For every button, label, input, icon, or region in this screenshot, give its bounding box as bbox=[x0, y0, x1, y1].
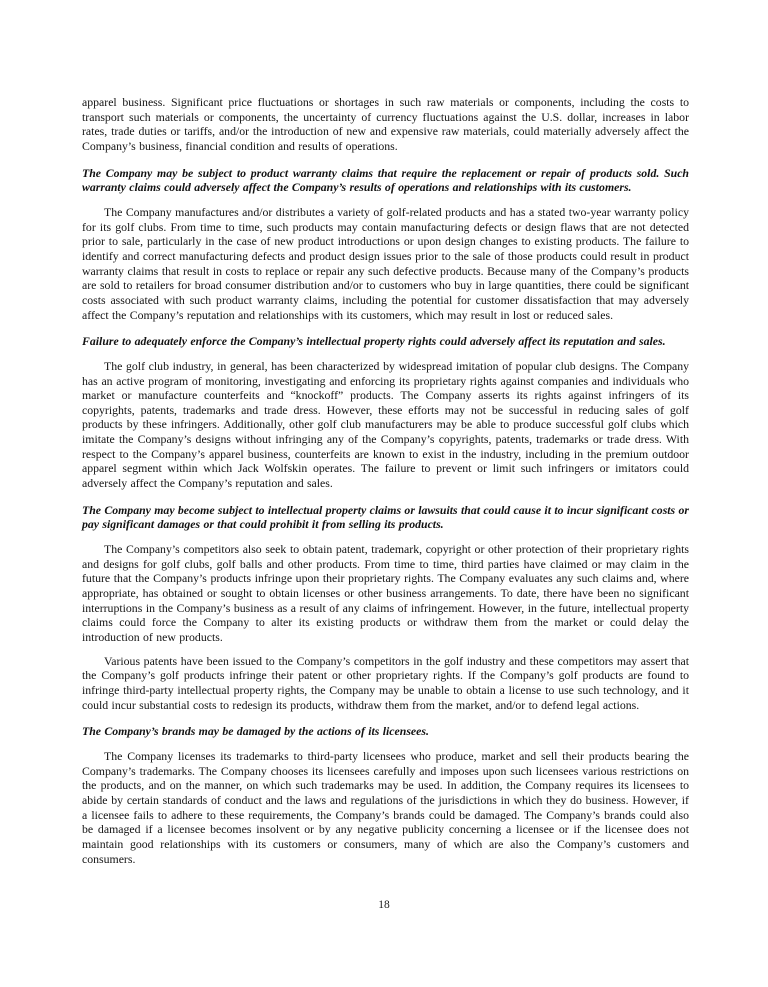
heading-product-warranty-claims: The Company may be subject to product warranty claims that require the replacement or repair of products sold. Such warranty claims could adversely affect the Company’s results of operations and relationships with its customers. bbox=[82, 165, 689, 195]
page-number: 18 bbox=[378, 899, 390, 911]
paragraph-warranty-policy: The Company manufactures and/or distributes a variety of golf-related products and has a stated two-year warranty policy for its golf clubs. From time to time, such products may contain manufacturing defects or design flaws that are not detected prior to sale, particularly in the case of new product introductions or upon design changes to existing products. The failure to identify and correct manufacturing defects and product design issues prior to the sale of those products could result in product warranty claims that result in costs to replace or repair any such defective products. Because many of the Company’s products are sold to retailers for broad consumer distribution and/or to customers who buy in large quantities, there could be significant costs associated with such product warranty claims, including the potential for customer dissatisfaction that may adversely affect the Company’s reputation and relationships with its customers, which may result in lost or reduced sales. bbox=[82, 204, 689, 322]
paragraph-competitors-protection: The Company’s competitors also seek to obtain patent, trademark, copyright or other protection of their proprietary rights and designs for golf clubs, golf balls and other products. From time to time, third parties have claimed or may claim in the future that the Company’s products infringe upon their proprietary rights. The Company evaluates any such claims and, where appropriate, has obtained or sought to obtain licenses or other business arrangements. To date, there have been no significant interruptions in the Company’s business as a result of any claims of infringement. However, in the future, intellectual property claims could force the Company to alter its existing products or withdraw them from the market or could delay the introduction of new products. bbox=[82, 542, 689, 644]
paragraph-raw-materials-continuation: apparel business. Significant price fluctuations or shortages in such raw materials or components, including the costs to transport such materials or components, the uncertainty of currency fluctuations against the U.S. dollar, increases in labor rates, trade duties or tariffs, and/or the introduction of new and expensive raw materials, could materially adversely affect the Company’s business, financial condition and results of operations. bbox=[82, 95, 689, 153]
heading-brands-damaged-by-licensees: The Company’s brands may be damaged by the actions of its licensees. bbox=[82, 724, 429, 739]
heading-intellectual-property-claims: The Company may become subject to intellectual property claims or lawsuits that could cause it to incur significant costs or pay significant damages or that could prohibit it from selling its products. bbox=[82, 502, 689, 532]
paragraph-licensees-trademarks: The Company licenses its trademarks to third-party licensees who produce, market and sell their products bearing the Company’s trademarks. The Company chooses its licensees carefully and imposes upon such licensees various restrictions on the products, and on the manner, on which such trademarks may be used. In addition, the Company requires its licensees to abide by certain standards of conduct and the laws and regulations of the jurisdictions in which they do business. However, if a licensee fails to adhere to these requirements, the Company’s brands could be damaged. The Company’s brands could also be damaged if a licensee becomes insolvent or by any negative publicity concerning a licensee or if the licensee does not maintain good relationships with its customers or consumers, many of which are also the Company’s customers and consumers. bbox=[82, 748, 689, 866]
page-content bbox=[82, 95, 689, 875]
heading-enforce-intellectual-property: Failure to adequately enforce the Company’s intellectual property rights could adversely affect its reputation and sales. bbox=[82, 334, 666, 349]
paragraph-golf-club-imitation: The golf club industry, in general, has been characterized by widespread imitation of popular club designs. The Company has an active program of monitoring, investigating and enforcing its proprietary rights against companies and individuals who market or manufacture counterfeits and “knockoff” products. The Company asserts its rights against infringers of its copyrights, patents, trademarks and trade dress. However, these efforts may not be successful in reducing sales of golf products by these infringers. Additionally, other golf club manufacturers may be able to produce successful golf clubs which imitate the Company’s designs without infringing any of the Company’s copyrights, patents, trademarks or trade dress. With respect to the Company’s apparel business, counterfeits are known to exist in the industry, including in the premium outdoor apparel segment within which Jack Wolfskin operates. The failure to prevent or limit such infringers or imitators could adversely affect the Company’s reputation and sales. bbox=[82, 358, 689, 491]
paragraph-various-patents: Various patents have been issued to the Company’s competitors in the golf industry and these competitors may assert that the Company’s golf products infringe their patent or other proprietary rights. If the Company’s golf products are found to infringe third-party intellectual property rights, the Company may be unable to obtain a license to use such technology, and it could incur substantial costs to redesign its products, withdraw them from the market, and/or to defend legal actions. bbox=[82, 653, 689, 712]
